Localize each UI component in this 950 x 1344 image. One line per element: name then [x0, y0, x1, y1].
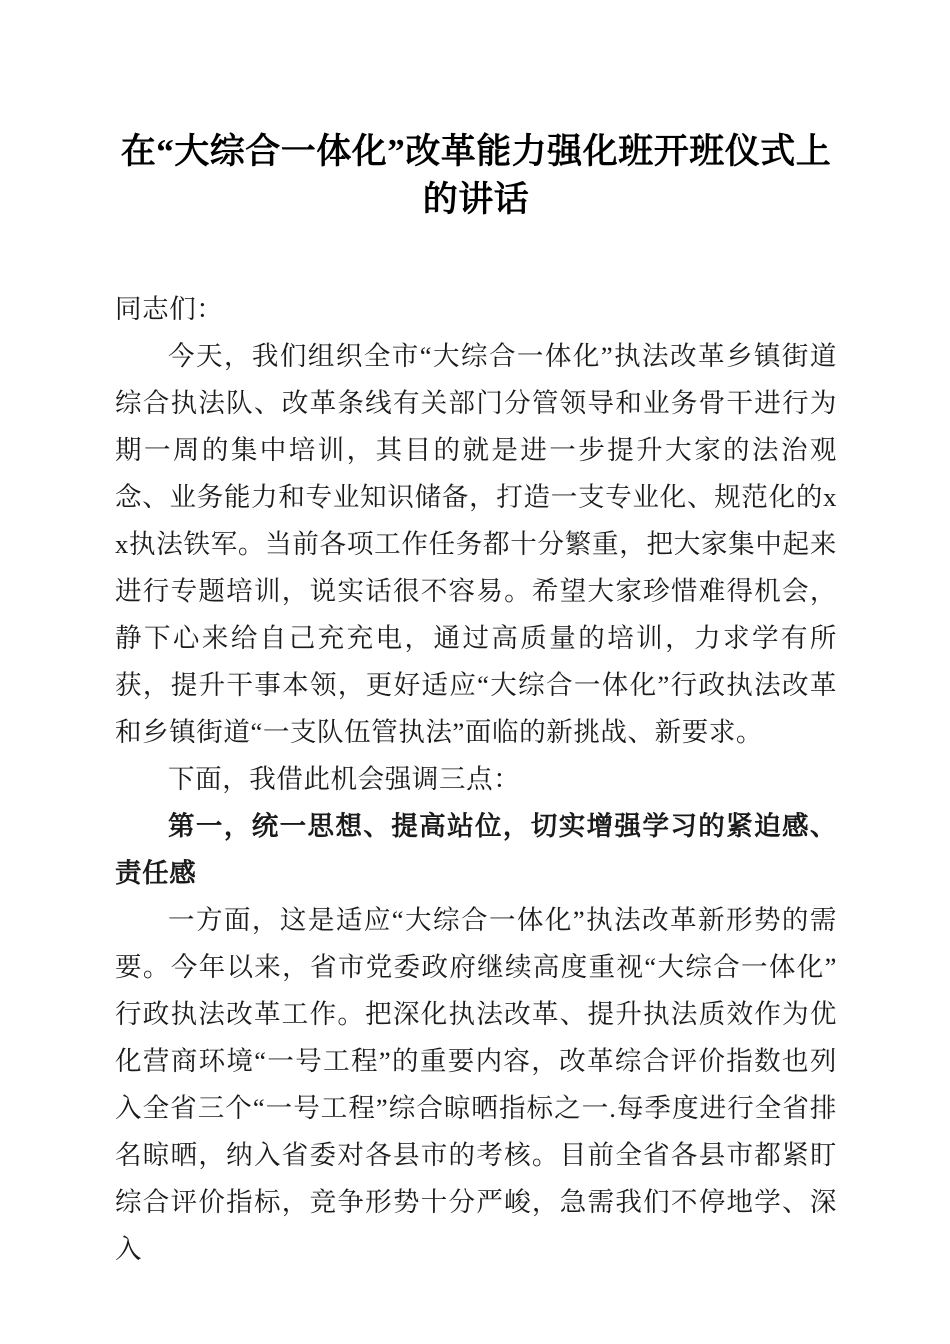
document-body: [115, 0, 837, 1273]
page-title: 在“大综合一体化”改革能力强化班开班仪式上的讲话: [120, 132, 832, 219]
paragraph-4: 一方面，这是适应“大综合一体化”执法改革新形势的需要。今年以来，省市党委政府继续高度重视“大综合一体化”行政执法改革工作。把深化执法改革、提升执法质效作为优化营商环境“一号工程”的重要内容，改革综合评价指数也列入全省三个“一号工程”综合晾晒指标之一.每季度进行全省排名晾晒，纳入省委对各县市的考核。目前全省各县市都紧盯综合评价指标，竞争形势十分严峻，急需我们不停地学、深入: [115, 905, 837, 1264]
salutation: 同志们：: [115, 294, 224, 324]
paragraph-2: 下面，我借此机会强调三点：: [168, 764, 521, 794]
section-heading-first-point: 第一，统一思想、提高站位，切实增强学习的紧迫感、责任感: [115, 811, 837, 888]
paragraph-1: 今天，我们组织全市“大综合一体化”执法改革乡镇街道综合执法队、改革条线有关部门分管领导和业务骨干进行为期一周的集中培训，其目的就是进一步提升大家的法治观念、业务能力和专业知识储备，打造一支专业化、规范化的xx执法铁军。当前各项工作任务都十分繁重，把大家集中起来进行专题培训，说实话很不容易。希望大家珍惜难得机会，静下心来给自己充充电，通过高质量的培训，力求学有所获，提升干事本领，更好适应“大综合一体化”行政执法改革和乡镇街道“一支队伍管执法”面临的新挑战、新要求。: [115, 341, 837, 747]
